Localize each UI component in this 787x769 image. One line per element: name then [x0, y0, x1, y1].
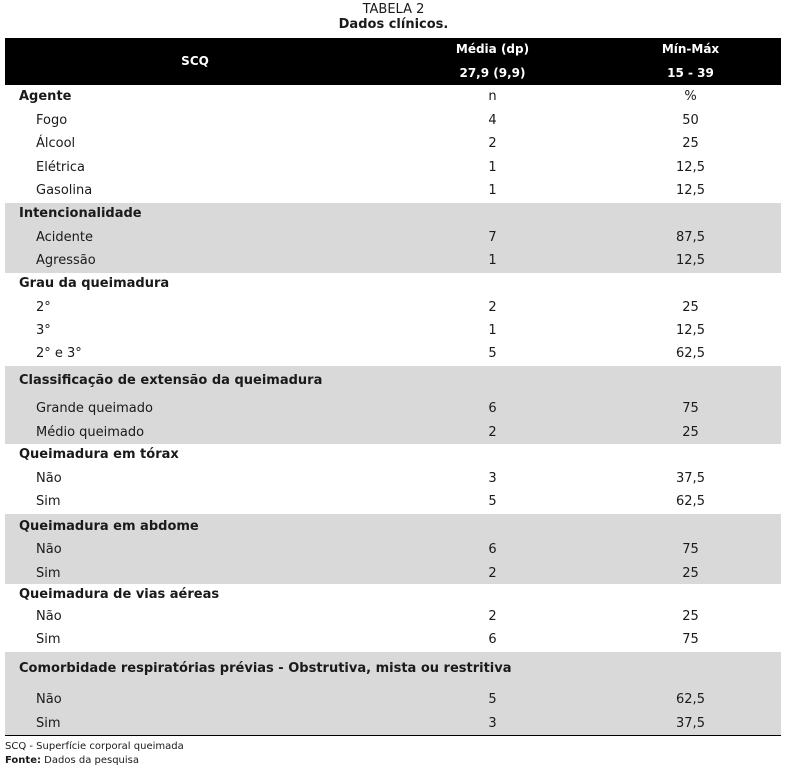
row-label: Sim	[36, 494, 61, 509]
table-row	[5, 539, 781, 561]
table-row	[5, 468, 781, 490]
row-label: Não	[36, 471, 62, 486]
table-bottom-rule	[5, 735, 781, 736]
row-pct: 25	[682, 566, 699, 581]
row-n: 2	[488, 425, 497, 440]
header-media-label: Média (dp)	[455, 42, 530, 56]
table-row	[5, 689, 781, 711]
row-pct: 25	[682, 300, 699, 315]
section-title: Queimadura de vias aéreas	[19, 587, 220, 602]
table-row	[5, 320, 781, 342]
table-row	[5, 713, 781, 735]
row-label: 2°	[36, 300, 51, 315]
table-number: TABELA 2	[362, 2, 425, 17]
table-row	[5, 250, 781, 272]
row-label: Sim	[36, 632, 61, 647]
section-agente	[5, 86, 781, 203]
header-media-value: 27,9 (9,9)	[459, 66, 526, 80]
section-header-row	[5, 273, 781, 295]
row-label: Grande queimado	[36, 401, 153, 416]
row-pct: 25	[682, 609, 699, 624]
table-row	[5, 606, 781, 628]
row-pct: 87,5	[676, 230, 705, 245]
section-header-row	[5, 516, 781, 538]
table-header	[5, 38, 781, 85]
row-pct: 12,5	[676, 323, 705, 338]
row-n: 5	[488, 494, 497, 509]
table-title: Dados clínicos.	[338, 17, 449, 32]
header-minmax-value: 15 - 39	[667, 66, 714, 80]
row-label: Não	[36, 542, 62, 557]
section-title: Queimadura em abdome	[19, 519, 199, 534]
table-row	[5, 343, 781, 365]
col-pct-label: %	[684, 89, 697, 104]
row-pct: 75	[682, 401, 699, 416]
section-title: Intencionalidade	[19, 206, 142, 221]
section-grau	[5, 273, 781, 366]
row-label: Sim	[36, 716, 61, 731]
row-n: 1	[488, 323, 497, 338]
row-pct: 25	[682, 136, 699, 151]
row-pct: 75	[682, 632, 699, 647]
row-n: 1	[488, 253, 497, 268]
row-n: 2	[488, 609, 497, 624]
row-pct: 62,5	[676, 494, 705, 509]
row-n: 2	[488, 300, 497, 315]
row-n: 6	[488, 632, 497, 647]
table-row	[5, 398, 781, 420]
section-comorbidade	[5, 652, 781, 735]
footnote-scq: SCQ - Superfície corporal queimada	[5, 741, 184, 752]
section-header-row	[5, 203, 781, 225]
section-header-row	[5, 584, 781, 606]
row-label: Gasolina	[36, 183, 93, 198]
row-n: 6	[488, 542, 497, 557]
row-label: Álcool	[36, 136, 76, 151]
section-header-row	[5, 444, 781, 466]
row-label: 2° e 3°	[36, 346, 82, 361]
row-pct: 12,5	[676, 183, 705, 198]
row-n: 3	[488, 716, 497, 731]
row-label: Sim	[36, 566, 61, 581]
row-label: Não	[36, 609, 62, 624]
row-n: 5	[488, 346, 497, 361]
row-pct: 50	[682, 113, 699, 128]
row-label: Agressão	[36, 253, 96, 268]
row-label: Fogo	[36, 113, 68, 128]
row-pct: 37,5	[676, 716, 705, 731]
footnote-source-text: Dados da pesquisa	[40, 755, 140, 766]
row-n: 3	[488, 471, 497, 486]
section-title: Grau da queimadura	[19, 276, 170, 291]
row-label: Não	[36, 692, 62, 707]
row-label: Elétrica	[36, 160, 85, 175]
row-pct: 12,5	[676, 253, 705, 268]
table-row	[5, 491, 781, 513]
row-pct: 62,5	[676, 692, 705, 707]
section-header-row	[5, 658, 781, 680]
row-pct: 25	[682, 425, 699, 440]
row-n: 2	[488, 136, 497, 151]
row-n: 2	[488, 566, 497, 581]
row-pct: 62,5	[676, 346, 705, 361]
col-n-label: n	[488, 89, 497, 104]
table-row	[5, 297, 781, 319]
table-row	[5, 227, 781, 249]
row-pct: 12,5	[676, 160, 705, 175]
header-scq: SCQ	[181, 54, 209, 68]
section-vias-aereas	[5, 584, 781, 652]
row-label: Acidente	[36, 230, 94, 245]
header-minmax-label: Mín-Máx	[661, 42, 720, 56]
row-n: 1	[488, 160, 497, 175]
table-row	[5, 133, 781, 155]
row-pct: 37,5	[676, 471, 705, 486]
row-n: 7	[488, 230, 497, 245]
section-header-row	[5, 370, 781, 392]
footnote-source-label: Fonte:	[5, 755, 41, 766]
table-row	[5, 110, 781, 132]
section-intencionalidade	[5, 203, 781, 273]
section-title: Agente	[19, 89, 72, 104]
section-header-row	[5, 86, 781, 108]
row-n: 5	[488, 692, 497, 707]
section-title: Classificação de extensão da queimadura	[19, 373, 323, 388]
section-title: Comorbidade respiratórias prévias - Obstrutiva, mista ou restritiva	[19, 661, 512, 676]
table-row	[5, 157, 781, 179]
row-n: 1	[488, 183, 497, 198]
table-caption	[0, 2, 787, 33]
row-n: 6	[488, 401, 497, 416]
section-classificacao	[5, 366, 781, 444]
table-row	[5, 629, 781, 651]
row-pct: 75	[682, 542, 699, 557]
table-row	[5, 563, 781, 585]
table-row	[5, 180, 781, 202]
row-n: 4	[488, 113, 497, 128]
section-abdome	[5, 514, 781, 584]
section-title: Queimadura em tórax	[19, 447, 179, 462]
table-row	[5, 422, 781, 444]
footnote-source	[5, 755, 139, 767]
row-label: 3°	[36, 323, 51, 338]
row-label: Médio queimado	[36, 425, 145, 440]
section-torax	[5, 444, 781, 514]
